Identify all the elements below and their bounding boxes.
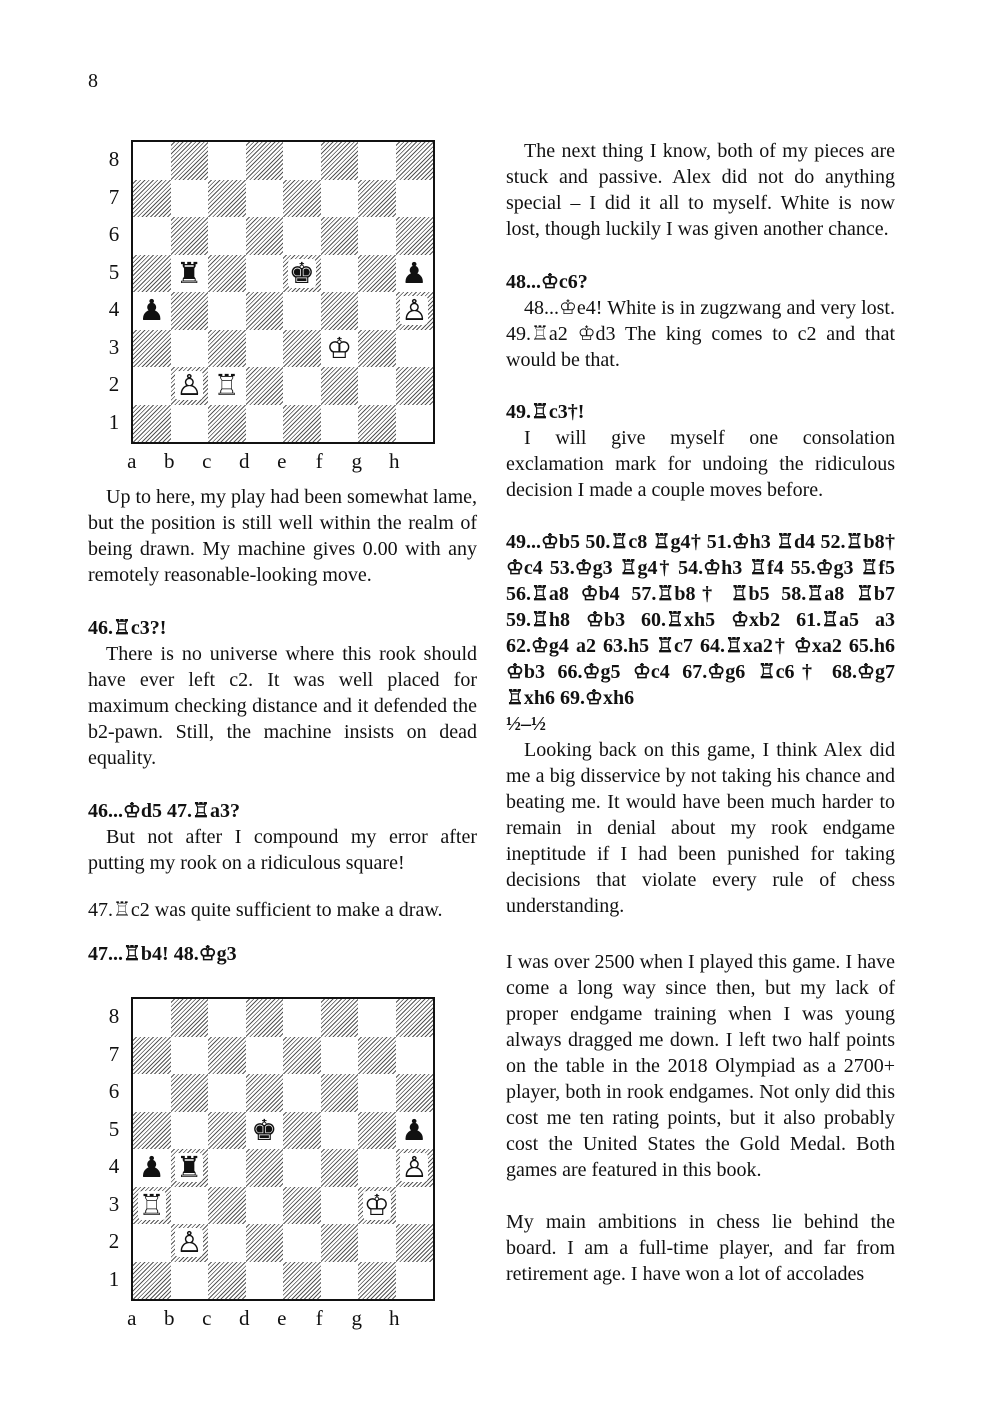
rank-label: 3: [108, 1191, 120, 1216]
commentary-paragraph: I will give myself one consolation exclamation mark for undoing the ridiculous decision I made a couple moves before.: [506, 427, 895, 501]
square-e3: [283, 330, 321, 368]
square-b8: [171, 999, 209, 1037]
square-b2: [171, 367, 209, 405]
game-moves: 49...♔b5 50.♖c8 ♖g4† 51.♔h3 ♖d4 52.♖b8† ♔c4 53.♔g3 ♖g4† 54.♔h3 ♖f4 55.♔g3 ♖f5 56.♖a8 ♔b4 57.♖b8† ♖b5 58.♖a8 ♖b7 59.♖h8 ♔b3 60.♖xh5 ♔xb2 61.♖a5 a3 62.♔g4 a2 63.h5 ♖c7 64.♖xa2† ♔xa2 65.h6 ♔b3 66.♔g5 ♔c4 67.♔g6 ♖c6† 68.♔g7 ♖xh6 69.♔xh6: [506, 531, 895, 709]
square-a6: [133, 217, 171, 255]
square-a8: [133, 142, 171, 180]
rank-label: 7: [108, 184, 120, 209]
square-g7: [358, 1037, 396, 1075]
square-e7: [283, 1037, 321, 1075]
square-g8: [358, 142, 396, 180]
game-result: ½–½: [506, 713, 546, 735]
square-f5: [321, 255, 359, 293]
square-d5: [246, 1112, 284, 1150]
square-b1: [171, 1262, 209, 1300]
rank-label: 5: [108, 1116, 120, 1141]
square-g3: [358, 1187, 396, 1225]
black-king-icon: ♚: [251, 1112, 278, 1147]
white-rook-icon: ♖: [138, 1187, 165, 1222]
white-pawn-icon: ♙: [401, 293, 428, 328]
square-b4: [171, 292, 209, 330]
square-a1: [133, 405, 171, 443]
square-a7: [133, 1037, 171, 1075]
square-e5: [283, 255, 321, 293]
square-f3: [321, 330, 359, 368]
square-g4: [358, 1149, 396, 1187]
square-f8: [321, 142, 359, 180]
square-d4: [246, 292, 284, 330]
square-e4: [283, 292, 321, 330]
file-label: g: [351, 1306, 362, 1330]
square-h5: [396, 255, 434, 293]
square-e6: [283, 1074, 321, 1112]
square-e1: [283, 405, 321, 443]
file-label: b: [164, 1306, 175, 1330]
commentary-paragraph: The next thing I know, both of my pieces are stuck and passive. Alex did not do anything special – I did it all to myself. White is now lost, though luckily I was given another chance.: [506, 140, 895, 240]
rank-label: 2: [108, 372, 120, 396]
file-label: h: [389, 449, 400, 473]
square-h4: [396, 292, 434, 330]
square-g3: [358, 330, 396, 368]
rank-label: 1: [108, 409, 120, 434]
square-f4: [321, 1149, 359, 1187]
square-c7: [208, 1037, 246, 1075]
move-heading: 47...♖b4! 48.♔g3: [88, 943, 237, 965]
file-label: a: [127, 1306, 137, 1330]
square-a3: [133, 1187, 171, 1225]
square-h1: [396, 1262, 434, 1300]
file-label: e: [277, 1306, 287, 1330]
rank-label: 7: [108, 1041, 120, 1066]
square-f3: [321, 1187, 359, 1225]
square-c3: [208, 1187, 246, 1225]
square-g6: [358, 1074, 396, 1112]
square-e5: [283, 1112, 321, 1150]
black-rook-icon: ♜: [176, 1150, 203, 1185]
commentary-paragraph: Up to here, my play had been somewhat lame, but the position is still well within the realm of being drawn. My machine gives 0.00 with any remotely reasonable-looking move.: [88, 486, 477, 586]
square-g2: [358, 1224, 396, 1262]
square-d3: [246, 1187, 284, 1225]
square-f7: [321, 1037, 359, 1075]
square-c4: [208, 292, 246, 330]
square-b5: [171, 1112, 209, 1150]
square-c4: [208, 1149, 246, 1187]
rank-label: 4: [108, 297, 120, 321]
rank-label: 6: [108, 222, 120, 246]
square-e1: [283, 1262, 321, 1300]
rank-label: 4: [108, 1154, 120, 1178]
square-e2: [283, 1224, 321, 1262]
square-a4: [133, 1149, 171, 1187]
square-h2: [396, 367, 434, 405]
square-h8: [396, 999, 434, 1037]
white-pawn-icon: ♙: [401, 1150, 428, 1185]
square-c8: [208, 142, 246, 180]
square-a1: [133, 1262, 171, 1300]
square-b6: [171, 217, 209, 255]
square-b7: [171, 180, 209, 218]
file-label: d: [239, 1306, 250, 1330]
commentary-paragraph: 47.♖c2 was quite sufficient to make a draw.: [88, 899, 443, 921]
square-d2: [246, 1224, 284, 1262]
square-a7: [133, 180, 171, 218]
black-king-icon: ♚: [288, 255, 315, 290]
square-h2: [396, 1224, 434, 1262]
black-pawn-icon: ♟: [401, 255, 428, 290]
commentary-paragraph: There is no universe where this rook should have ever left c2. It was well placed for maximum checking distance and it defended the b2-pawn. Still, the machine insists on dead equality.: [88, 643, 477, 769]
commentary-paragraph: 48...♔e4! White is in zugzwang and very lost. 49.♖a2 ♔d3 The king comes to c2 and that would be that.: [506, 297, 895, 371]
square-a2: [133, 1224, 171, 1262]
square-c1: [208, 1262, 246, 1300]
square-e4: [283, 1149, 321, 1187]
square-h7: [396, 1037, 434, 1075]
square-f1: [321, 1262, 359, 1300]
page-number: 8: [88, 70, 98, 92]
square-g4: [358, 292, 396, 330]
square-e8: [283, 999, 321, 1037]
square-d5: [246, 255, 284, 293]
square-b6: [171, 1074, 209, 1112]
rank-label: 2: [108, 1229, 120, 1253]
square-f1: [321, 405, 359, 443]
move-heading: 48...♔c6?: [506, 271, 588, 293]
white-rook-icon: ♖: [213, 368, 240, 403]
white-pawn-icon: ♙: [176, 1225, 203, 1260]
square-a5: [133, 255, 171, 293]
square-b1: [171, 405, 209, 443]
square-g1: [358, 1262, 396, 1300]
square-h1: [396, 405, 434, 443]
square-e8: [283, 142, 321, 180]
square-a2: [133, 367, 171, 405]
square-g6: [358, 217, 396, 255]
square-g2: [358, 367, 396, 405]
chessboard-1: [131, 140, 435, 444]
square-b5: [171, 255, 209, 293]
black-pawn-icon: ♟: [138, 293, 165, 328]
square-h6: [396, 1074, 434, 1112]
square-c2: [208, 367, 246, 405]
square-e7: [283, 180, 321, 218]
move-heading: 46.♖c3?!: [88, 617, 167, 639]
rank-label: 8: [108, 147, 120, 171]
square-c2: [208, 1224, 246, 1262]
square-f2: [321, 1224, 359, 1262]
commentary-paragraph: I was over 2500 when I played this game. I have come a long way since then, but my lack of proper endgame training when I was young always dragged me down. I left two half points on the table in the 2018 Olympiad as a 2700+ player, both in rook endgames. Not only did this cost me ten rating points, but it also probably cost the United States the Gold Medal. Both games are featured in this book.: [506, 951, 895, 1181]
square-e2: [283, 367, 321, 405]
square-d6: [246, 217, 284, 255]
square-b3: [171, 1187, 209, 1225]
move-heading: 49.♖c3†!: [506, 401, 585, 423]
square-d2: [246, 367, 284, 405]
square-h3: [396, 1187, 434, 1225]
square-b7: [171, 1037, 209, 1075]
square-b8: [171, 142, 209, 180]
file-label: f: [315, 1306, 323, 1330]
square-h7: [396, 180, 434, 218]
square-d7: [246, 1037, 284, 1075]
square-b3: [171, 330, 209, 368]
square-c7: [208, 180, 246, 218]
square-d8: [246, 999, 284, 1037]
rank-label: 6: [108, 1079, 120, 1103]
square-g1: [358, 405, 396, 443]
square-d1: [246, 1262, 284, 1300]
square-a3: [133, 330, 171, 368]
commentary-paragraph: But not after I compound my error after putting my rook on a ridiculous square!: [88, 826, 477, 874]
black-pawn-icon: ♟: [401, 1112, 428, 1147]
square-a6: [133, 1074, 171, 1112]
square-d8: [246, 142, 284, 180]
square-d3: [246, 330, 284, 368]
white-pawn-icon: ♙: [176, 368, 203, 403]
square-g7: [358, 180, 396, 218]
square-a5: [133, 1112, 171, 1150]
square-e3: [283, 1187, 321, 1225]
rank-label: 5: [108, 259, 120, 284]
file-label: e: [277, 449, 287, 473]
square-f5: [321, 1112, 359, 1150]
black-rook-icon: ♜: [176, 255, 203, 290]
commentary-paragraph: Looking back on this game, I think Alex did me a big disservice by not taking his chance and beating me. It would have been much harder to remain in denial about my rook endgame ineptitude if I had been punished for taking decisions that violate every rule of chess understanding.: [506, 739, 895, 917]
square-g5: [358, 1112, 396, 1150]
square-c6: [208, 1074, 246, 1112]
square-h6: [396, 217, 434, 255]
file-label: g: [351, 449, 362, 473]
square-e6: [283, 217, 321, 255]
square-h5: [396, 1112, 434, 1150]
file-label: f: [315, 449, 323, 473]
square-f4: [321, 292, 359, 330]
move-heading: 46...♔d5 47.♖a3?: [88, 800, 240, 822]
white-king-icon: ♔: [326, 330, 353, 365]
square-f2: [321, 367, 359, 405]
white-king-icon: ♔: [363, 1187, 390, 1222]
square-c3: [208, 330, 246, 368]
rank-label: 1: [108, 1266, 120, 1291]
square-c8: [208, 999, 246, 1037]
square-d4: [246, 1149, 284, 1187]
square-g5: [358, 255, 396, 293]
square-b4: [171, 1149, 209, 1187]
square-d6: [246, 1074, 284, 1112]
square-c5: [208, 255, 246, 293]
square-b2: [171, 1224, 209, 1262]
square-f8: [321, 999, 359, 1037]
square-f6: [321, 1074, 359, 1112]
square-a8: [133, 999, 171, 1037]
file-label: c: [202, 1306, 212, 1330]
chessboard-2: [131, 997, 435, 1301]
square-d7: [246, 180, 284, 218]
square-d1: [246, 405, 284, 443]
square-c5: [208, 1112, 246, 1150]
rank-label: 8: [108, 1004, 120, 1028]
rank-label: 3: [108, 334, 120, 359]
square-a4: [133, 292, 171, 330]
file-label: h: [389, 1306, 400, 1330]
square-g8: [358, 999, 396, 1037]
black-pawn-icon: ♟: [138, 1150, 165, 1185]
square-c1: [208, 405, 246, 443]
square-h4: [396, 1149, 434, 1187]
square-f7: [321, 180, 359, 218]
file-label: d: [239, 449, 250, 473]
file-label: c: [202, 449, 212, 473]
square-h3: [396, 330, 434, 368]
square-c6: [208, 217, 246, 255]
commentary-paragraph: My main ambitions in chess lie behind the board. I am a full-time player, and far from retirement age. I have won a lot of accolades: [506, 1211, 895, 1285]
square-f6: [321, 217, 359, 255]
file-label: a: [127, 449, 137, 473]
file-label: b: [164, 449, 175, 473]
square-h8: [396, 142, 434, 180]
